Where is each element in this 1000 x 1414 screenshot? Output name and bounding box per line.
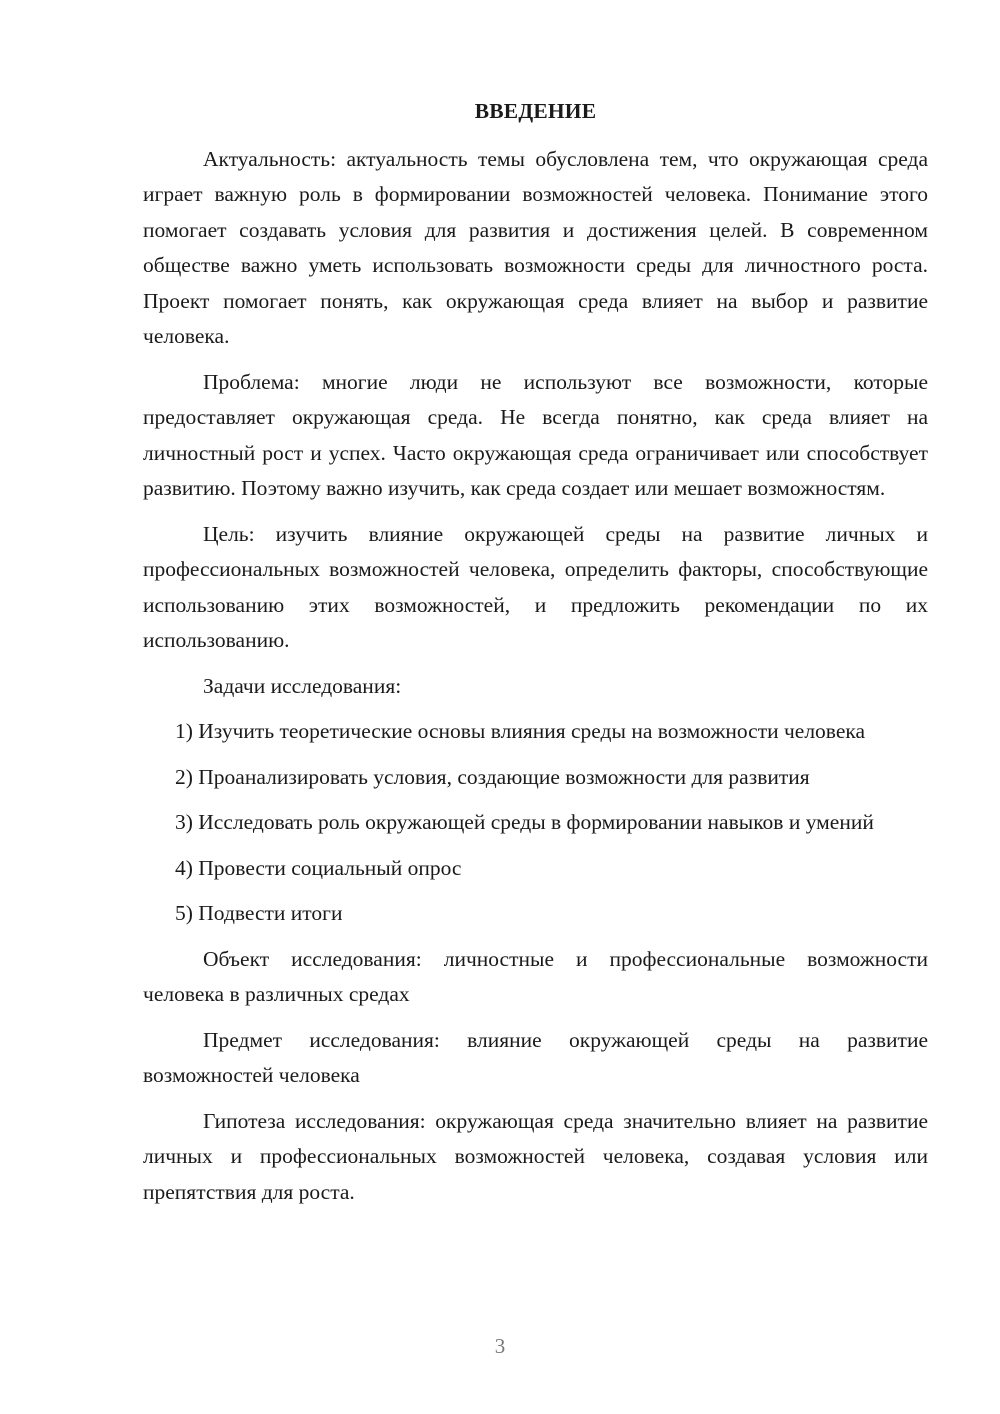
page-title: ВВЕДЕНИЕ — [474, 99, 597, 123]
page-number: 3 — [494, 1334, 506, 1358]
problem-paragraph: Проблема: многие люди не используют все возможности, которые предоставляет окружающая среда. Не всегда понятно, как среда влияет на личностный рост и успех. Часто окружающая среда ограничивает или способствует развитию. Поэтому важно изучить, как среда создает или мешает возможностям. — [143, 369, 928, 500]
relevance-paragraph: Актуальность: актуальность темы обусловлена тем, что окружающая среда играет важную роль в формировании возможностей человека. Понимание этого помогает создавать условия для развития и достижения целей. В современном обществе важно уметь использовать возможности среды для личностного роста. Проект помогает понять, как окружающая среда влияет на выбор и развитие человека. — [143, 146, 928, 348]
task-item-3: 3) Исследовать роль окружающей среды в формировании навыков и умений — [175, 810, 874, 834]
task-item-4: 4) Провести социальный опрос — [175, 855, 462, 880]
page-content — [143, 94, 928, 1220]
object-paragraph: Объект исследования: личностные и профессиональные возможности человека в различных средах — [143, 946, 928, 1006]
subject-paragraph: Предмет исследования: влияние окружающей среды на развитие возможностей человека — [143, 1027, 928, 1087]
hypothesis-paragraph: Гипотеза исследования: окружающая среда значительно влияет на развитие личных и профессиональных возможностей человека, создавая условия или препятствия для роста. — [143, 1108, 928, 1204]
task-item-2: 2) Проанализировать условия, создающие возможности для развития — [175, 764, 810, 789]
goal-paragraph: Цель: изучить влияние окружающей среды на развитие личных и профессиональных возможностей человека, определить факторы, способствующие использованию этих возможностей, и предложить рекомендации по их использованию. — [143, 521, 928, 652]
task-item-1: 1) Изучить теоретические основы влияния среды на возможности человека — [175, 719, 866, 743]
task-item-5: 5) Подвести итоги — [175, 901, 343, 925]
tasks-heading: Задачи исследования: — [203, 673, 402, 698]
